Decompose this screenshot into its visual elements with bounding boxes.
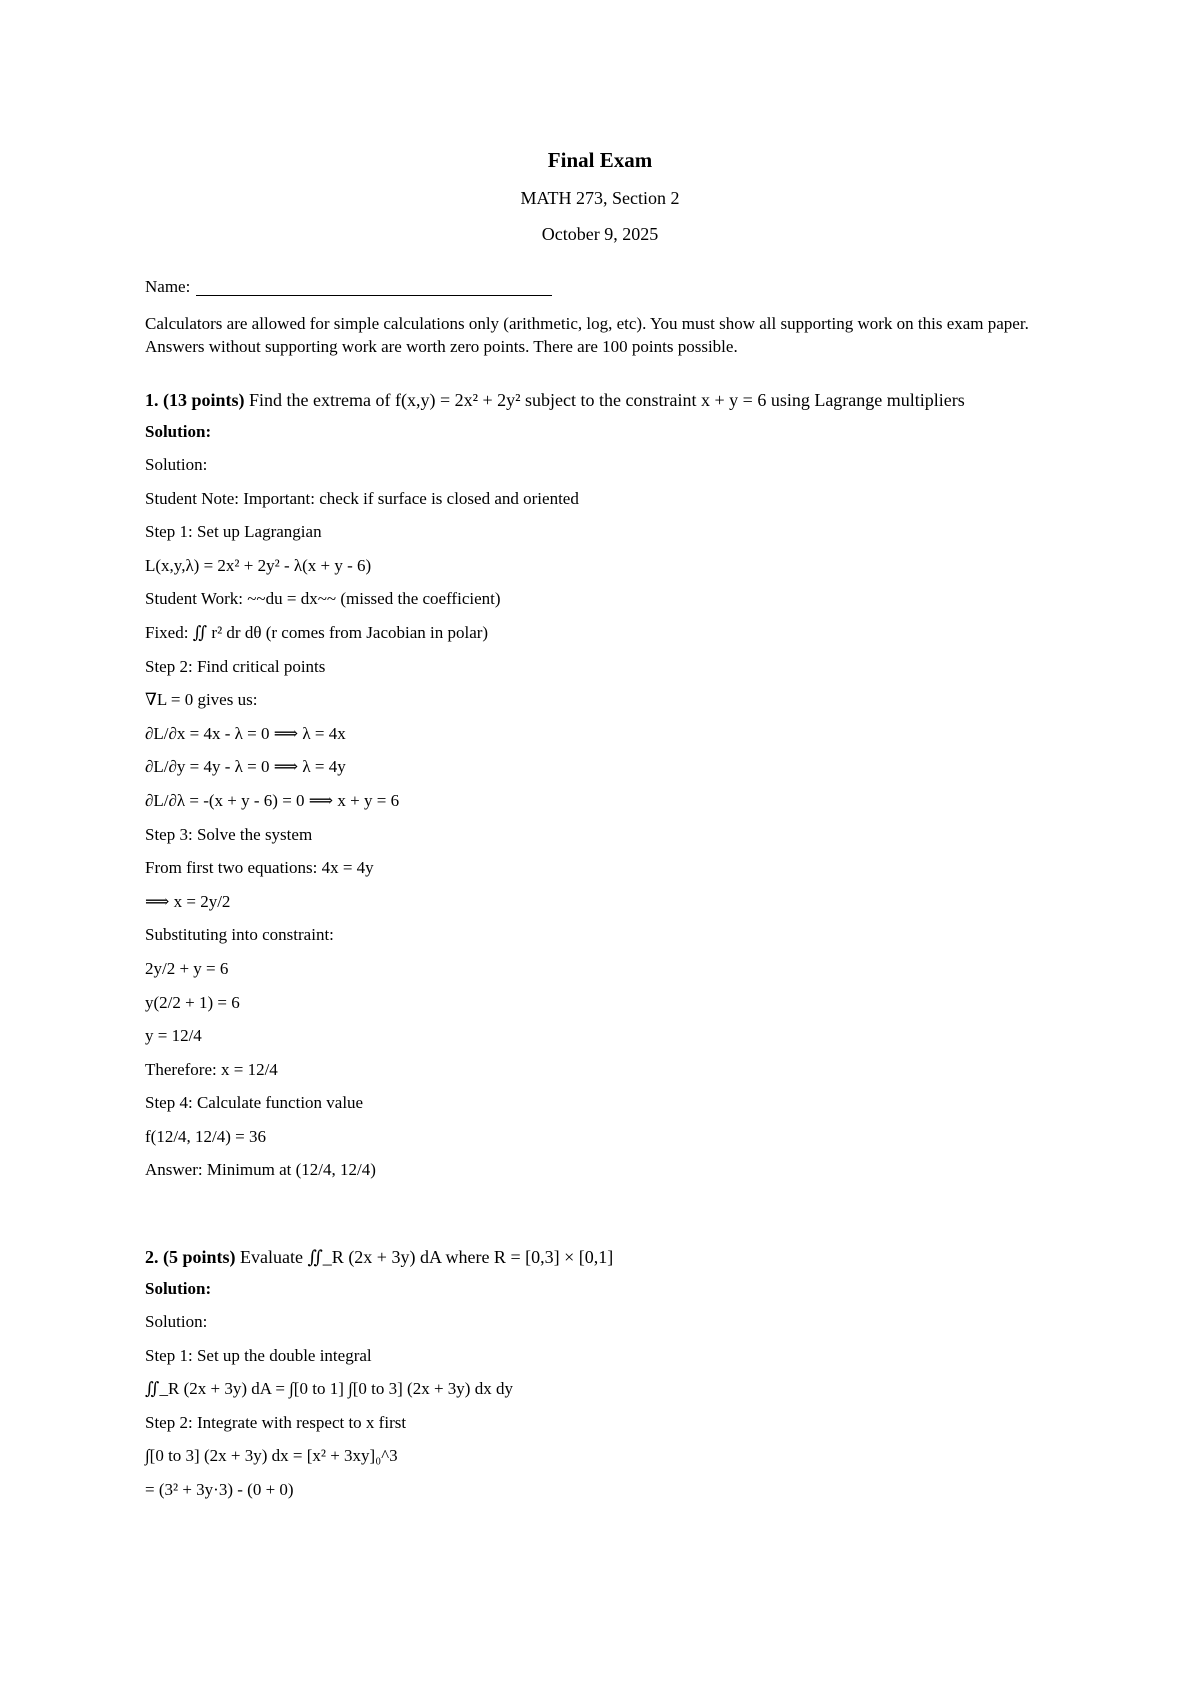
solution-line: Step 3: Solve the system [145,824,313,844]
course-section: MATH 273, Section 2 [520,188,680,208]
exam-date: October 9, 2025 [541,224,659,244]
solution-line: Student Note: Important: check if surface is closed and oriented [145,488,579,508]
solution-line: Step 1: Set up Lagrangian [145,522,322,542]
exam-instructions: Calculators are allowed for simple calculations only (arithmetic, log, etc). You must show all supporting work on this exam paper. Answers without supporting work are worth zero points. There are 100 points possible. [145,314,1029,356]
solution-line: ⟹ x = 2y/2 [145,891,231,911]
solution-line: 2y/2 + y = 6 [145,958,229,978]
solution-line: Solution: [145,1312,208,1332]
question-2-solution-lines [145,1305,1065,1507]
solution-line: y = 12/4 [145,1026,202,1046]
solution-line: ∫[0 to 3] (2x + 3y) dx = [x² + 3xy]₀^3 [145,1446,398,1466]
solution-line: Therefore: x = 12/4 [145,1059,278,1079]
question-2-points: (5 points) [163,1247,236,1268]
question-1-solution-lines [145,448,1065,1187]
question-1-solution-heading: Solution: [145,422,212,441]
solution-line: = (3² + 3y·3) - (0 + 0) [145,1480,294,1500]
exam-page [145,140,1065,1507]
solution-line: f(12/4, 12/4) = 36 [145,1126,267,1146]
solution-line: Step 4: Calculate function value [145,1093,364,1113]
solution-line: Step 2: Integrate with respect to x first [145,1412,407,1432]
exam-title: Final Exam [547,148,653,172]
solution-line: Step 2: Find critical points [145,656,326,676]
question-1-points: (13 points) [163,390,245,410]
question-1-prompt [145,388,1065,412]
question-2-text: Evaluate ∬_R (2x + 3y) dA where R = [0,3] × [0,1] [240,1247,614,1268]
solution-line: ∇L = 0 gives us: [145,690,258,710]
solution-line: ∬_R (2x + 3y) dA = ∫[0 to 1] ∫[0 to 3] (2x + 3y) dx dy [145,1379,513,1399]
solution-line: ∂L/∂λ = -(x + y - 6) = 0 ⟹ x + y = 6 [145,790,400,810]
name-label: Name: [145,277,191,296]
solution-line: ∂L/∂y = 4y - λ = 0 ⟹ λ = 4y [145,757,346,777]
question-2-solution-heading: Solution: [145,1279,212,1299]
name-blank-line[interactable] [196,275,552,296]
question-2-prompt [145,1245,1065,1269]
solution-line: Student Work: ~~du = dx~~ (missed the coefficient) [145,589,501,609]
solution-line: Substituting into constraint: [145,925,334,945]
solution-line: y(2/2 + 1) = 6 [145,992,240,1012]
question-2-number: 2. [145,1247,159,1268]
solution-line: ∂L/∂x = 4x - λ = 0 ⟹ λ = 4x [145,723,346,743]
solution-line: From first two equations: 4x = 4y [145,858,374,878]
solution-line: Solution: [145,455,208,474]
solution-line: Step 1: Set up the double integral [145,1345,372,1365]
solution-line: Answer: Minimum at (12/4, 12/4) [145,1160,376,1180]
solution-line: Fixed: ∬ r² dr dθ (r comes from Jacobian in polar) [145,622,489,642]
solution-line: L(x,y,λ) = 2x² + 2y² - λ(x + y - 6) [145,555,372,575]
name-row [145,272,1065,302]
question-1-number: 1. [145,390,159,410]
question-1-text: Find the extrema of f(x,y) = 2x² + 2y² subject to the constraint x + y = 6 using Lagrange multipliers [249,390,965,410]
